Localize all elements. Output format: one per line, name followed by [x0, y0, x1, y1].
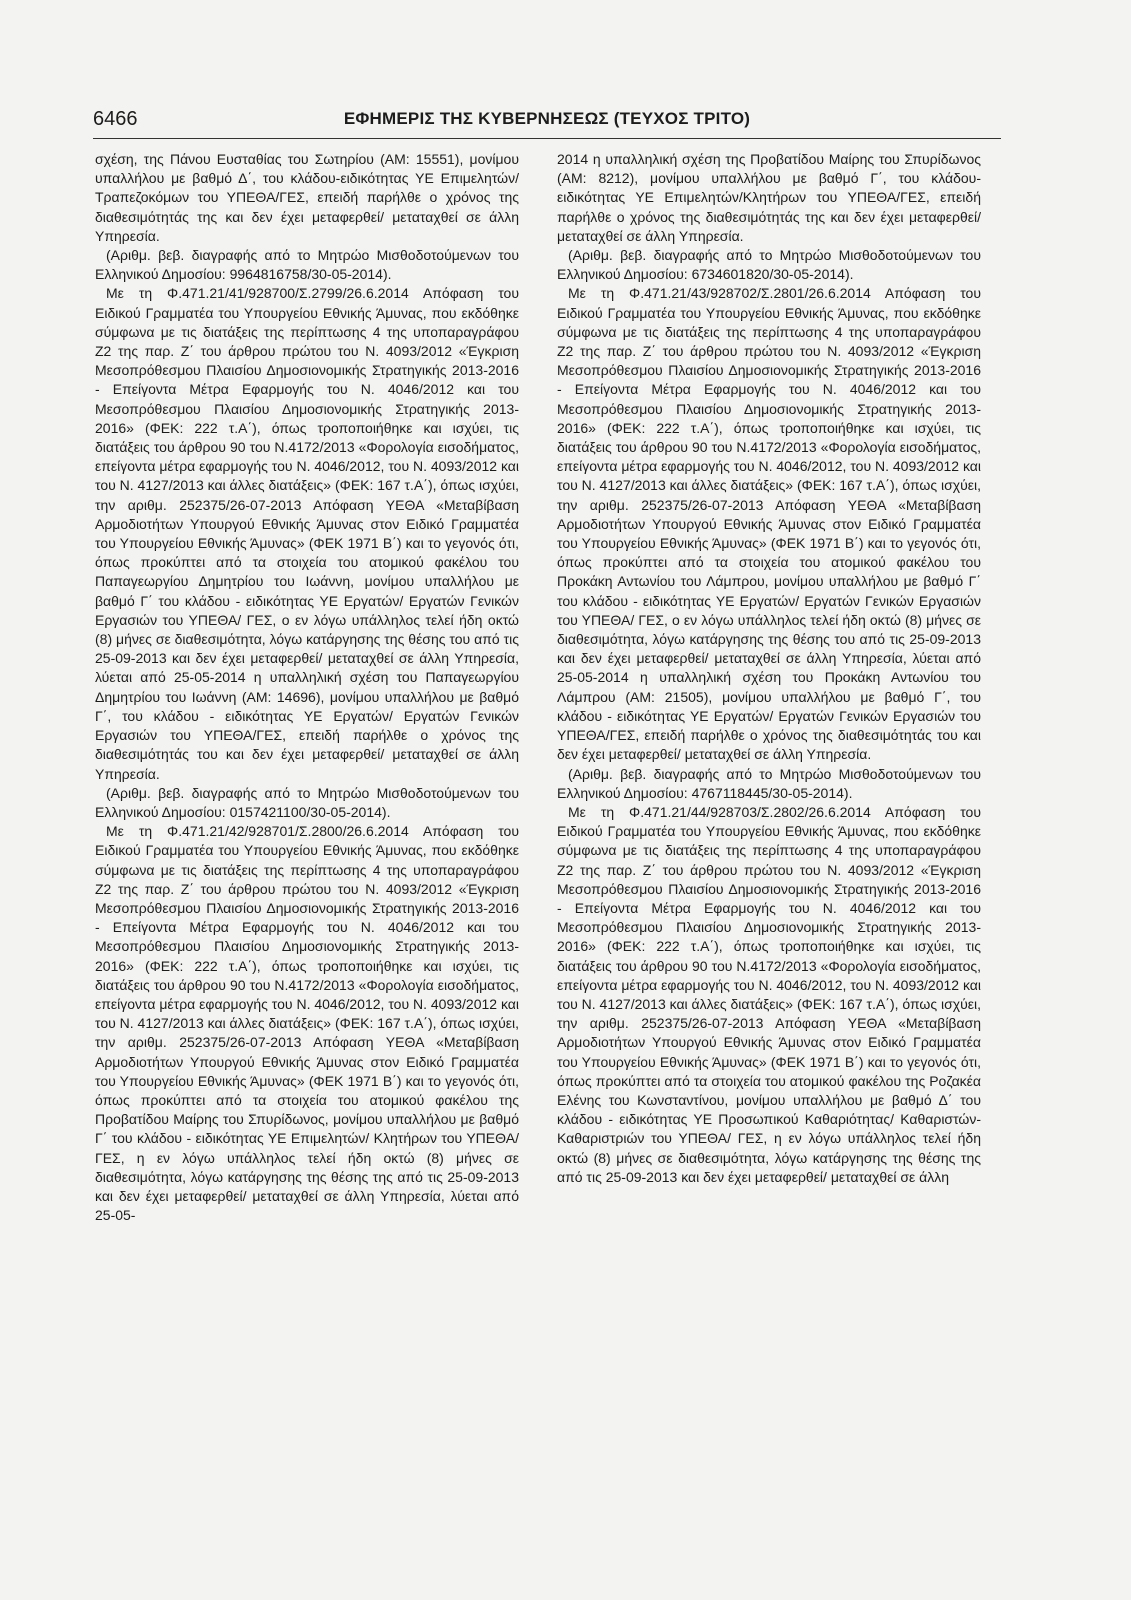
page-number: 6466 — [93, 108, 138, 130]
paragraph: 2014 η υπαλληλική σχέση της Προβατίδου Μαίρης του Σπυρίδωνος (ΑΜ: 8212), μονίμου υπαλλήλου με βαθμό Γ΄, του κλάδου-ειδικότητας ΥΕ Επιμελητών/Κλητήρων του ΥΠΕΘΑ/ΓΕΣ, επειδή παρήλθε ο χρόνος της διαθεσιμότητάς της και δεν έχει μεταφερθεί/ μεταταχθεί σε άλλη Υπηρεσία. — [557, 151, 981, 244]
journal-title: ΕΦΗΜΕΡΙΣ ΤΗΣ ΚΥΒΕΡΝΗΣΕΩΣ (ΤΕΥΧΟΣ ΤΡΙΤΟ) — [343, 109, 751, 128]
paragraph: Με τη Φ.471.21/43/928702/Σ.2801/26.6.2014 Απόφαση του Ειδικού Γραμματέα του Υπουργείου Εθνικής Άμυνας, που εκδόθηκε σύμφωνα με τις διατάξεις της περίπτωσης 4 της υποπαραγράφου Ζ2 της παρ. Ζ΄ του άρθρου πρώτου του Ν. 4093/2012 «Έγκριση Μεσοπρόθεσμου Πλαισίου Δημοσιονομικής Στρατηγικής 2013-2016 - Επείγοντα Μέτρα Εφαρμογής του Ν. 4046/2012 και του Μεσοπρόθεσμου Πλαισίου Δημοσιονομικής Στρατηγικής 2013-2016» (ΦΕΚ: 222 τ.Α΄), όπως τροποποιήθηκε και ισχύει, τις διατάξεις του άρθρου 90 του Ν.4172/2013 «Φορολογία εισοδήματος, επείγοντα μέτρα εφαρμογής του Ν. 4046/2012, του Ν. 4093/2012 και του Ν. 4127/2013 και άλλες διατάξεις» (ΦΕΚ: 167 τ.Α΄), όπως ισχύει, την αριθμ. 252375/26-07-2013 Απόφαση ΥΕΘΑ «Μεταβίβαση Αρμοδιοτήτων Υπουργού Εθνικής Άμυνας στον Ειδικό Γραμματέα του Υπουργείου Εθνικής Άμυνας» (ΦΕΚ 1971 Β΄) και το γεγονός ότι, όπως προκύπτει από τα στοιχεία του ατομικού φακέλου του Προκάκη Αντωνίου του Λάμπρου, μονίμου υπαλλήλου με βαθμό Γ΄ του κλάδου - ειδικότητας ΥΕ Εργατών/ Εργατών Γενικών Εργασιών του ΥΠΕΘΑ/ ΓΕΣ, ο εν λόγω υπάλληλος τελεί ήδη οκτώ (8) μήνες σε διαθεσιμότητα, λόγω κατάργησης της θέσης του από τις 25-09-2013 και δεν έχει μεταφερθεί/ μεταταχθεί σε άλλη Υπηρεσία, λύεται από 25-05-2014 η υπαλληλική σχέση του Προκάκη Αντωνίου του Λάμπρου (ΑΜ: 21505), μονίμου υπαλλήλου με βαθμό Γ΄, του κλάδου - ειδικότητας ΥΕ Εργατών/ Εργατών Γενικών Εργασιών του ΥΠΕΘΑ/ΓΕΣ, επειδή παρήλθε ο χρόνος της διαθεσιμότητάς του και δεν έχει μεταφερθεί/ μεταταχθεί σε άλλη Υπηρεσία. — [557, 285, 981, 763]
paragraph: Με τη Φ.471.21/41/928700/Σ.2799/26.6.2014 Απόφαση του Ειδικού Γραμματέα του Υπουργείου Εθνικής Άμυνας, που εκδόθηκε σύμφωνα με τις διατάξεις της περίπτωσης 4 της υποπαραγράφου Ζ2 της παρ. Ζ΄ του άρθρου πρώτου του Ν. 4093/2012 «Έγκριση Μεσοπρόθεσμου Πλαισίου Δημοσιονομικής Στρατηγικής 2013-2016 - Επείγοντα Μέτρα Εφαρμογής του Ν. 4046/2012 και του Μεσοπρόθεσμου Πλαισίου Δημοσιονομικής Στρατηγικής 2013-2016» (ΦΕΚ: 222 τ.Α΄), όπως τροποποιήθηκε και ισχύει, τις διατάξεις του άρθρου 90 του Ν.4172/2013 «Φορολογία εισοδήματος, επείγοντα μέτρα εφαρμογής του Ν. 4046/2012, του Ν. 4093/2012 και του Ν. 4127/2013 και άλλες διατάξεις» (ΦΕΚ: 167 τ.Α΄), όπως ισχύει, την αριθμ. 252375/26-07-2013 Απόφαση ΥΕΘΑ «Μεταβίβαση Αρμοδιοτήτων Υπουργού Εθνικής Άμυνας στον Ειδικό Γραμματέα του Υπουργείου Εθνικής Άμυνας» (ΦΕΚ 1971 Β΄) και το γεγονός ότι, όπως προκύπτει από τα στοιχεία του ατομικού φακέλου του Παπαγεωργίου Δημητρίου του Ιωάννη, μονίμου υπαλλήλου με βαθμό Γ΄ του κλάδου - ειδικότητας ΥΕ Εργατών/ Εργατών Γενικών Εργασιών του ΥΠΕΘΑ/ ΓΕΣ, ο εν λόγω υπάλληλος τελεί ήδη οκτώ (8) μήνες σε διαθεσιμότητα, λόγω κατάργησης της θέσης του από τις 25-09-2013 και δεν έχει μεταφερθεί/ μεταταχθεί σε άλλη Υπηρεσία, λύεται από 25-05-2014 η υπαλληλική σχέση του Παπαγεωργίου Δημητρίου του Ιωάννη (ΑΜ: 14696), μονίμου υπαλλήλου με βαθμό Γ΄, του κλάδου - ειδικότητας ΥΕ Εργατών/ Εργατών Γενικών Εργασιών του ΥΠΕΘΑ/ΓΕΣ, επειδή παρήλθε ο χρόνος της διαθεσιμότητάς του και δεν έχει μεταφερθεί/ μεταταχθεί σε άλλη Υπηρεσία. — [95, 285, 519, 782]
paragraph: (Αριθμ. βεβ. διαγραφής από το Μητρώο Μισθοδοτούμενων του Ελληνικού Δημοσίου: 9964816758/30-05-2014). — [95, 247, 519, 283]
paragraph: Με τη Φ.471.21/44/928703/Σ.2802/26.6.2014 Απόφαση του Ειδικού Γραμματέα του Υπουργείου Εθνικής Άμυνας, που εκδόθηκε σύμφωνα με τις διατάξεις της περίπτωσης 4 της υποπαραγράφου Ζ2 της παρ. Ζ΄ του άρθρου πρώτου του Ν. 4093/2012 «Έγκριση Μεσοπρόθεσμου Πλαισίου Δημοσιονομικής Στρατηγικής 2013-2016 - Επείγοντα Μέτρα Εφαρμογής του Ν. 4046/2012 και του Μεσοπρόθεσμου Πλαισίου Δημοσιονομικής Στρατηγικής 2013-2016» (ΦΕΚ: 222 τ.Α΄), όπως τροποποιήθηκε και ισχύει, τις διατάξεις του άρθρου 90 του Ν.4172/2013 «Φορολογία εισοδήματος, επείγοντα μέτρα εφαρμογής του Ν. 4046/2012, του Ν. 4093/2012 και του Ν. 4127/2013 και άλλες διατάξεις» (ΦΕΚ: 167 τ.Α΄), όπως ισχύει, την αριθμ. 252375/26-07-2013 Απόφαση ΥΕΘΑ «Μεταβίβαση Αρμοδιοτήτων Υπουργού Εθνικής Άμυνας στον Ειδικό Γραμματέα του Υπουργείου Εθνικής Άμυνας» (ΦΕΚ 1971 Β΄) και το γεγονός ότι, όπως προκύπτει από τα στοιχεία του ατομικού φακέλου της Ροζακέα Ελένης του Κωνσταντίνου, μονίμου υπαλλήλου με βαθμό Δ΄ του κλάδου - ειδικότητας ΥΕ Προσωπικού Καθαριότητας/ Καθαριστών-Καθαριστριών του ΥΠΕΘΑ/ ΓΕΣ, η εν λόγω υπάλληλος τελεί ήδη οκτώ (8) μήνες σε διαθεσιμότητα, λόγω κατάργησης της θέσης της από τις 25-09-2013 και δεν έχει μεταφερθεί/ μεταταχθεί σε άλλη — [557, 803, 981, 1185]
left-column — [95, 150, 519, 1225]
paragraph: (Αριθμ. βεβ. διαγραφής από το Μητρώο Μισθοδοτούμενων του Ελληνικού Δημοσίου: 6734601820/30-05-2014). — [557, 247, 981, 283]
paragraph: σχέση, της Πάνου Ευσταθίας του Σωτηρίου (ΑΜ: 15551), μονίμου υπαλλήλου με βαθμό Δ΄, του κλάδου-ειδικότητας ΥΕ Επιμελητών/ Τραπεζοκόμων του ΥΠΕΘΑ/ΓΕΣ, επειδή παρήλθε ο χρόνος της διαθεσιμότητάς της και δεν έχει μεταφερθεί/ μεταταχθεί σε άλλη Υπηρεσία. — [95, 151, 519, 244]
paragraph: Με τη Φ.471.21/42/928701/Σ.2800/26.6.2014 Απόφαση του Ειδικού Γραμματέα του Υπουργείου Εθνικής Άμυνας, που εκδόθηκε σύμφωνα με τις διατάξεις της περίπτωσης 4 της υποπαραγράφου Ζ2 της παρ. Ζ΄ του άρθρου πρώτου του Ν. 4093/2012 «Έγκριση Μεσοπρόθεσμου Πλαισίου Δημοσιονομικής Στρατηγικής 2013-2016 - Επείγοντα Μέτρα Εφαρμογής του Ν. 4046/2012 και του Μεσοπρόθεσμου Πλαισίου Δημοσιονομικής Στρατηγικής 2013-2016» (ΦΕΚ: 222 τ.Α΄), όπως τροποποιήθηκε και ισχύει, τις διατάξεις του άρθρου 90 του Ν.4172/2013 «Φορολογία εισοδήματος, επείγοντα μέτρα εφαρμογής του Ν. 4046/2012, του Ν. 4093/2012 και του Ν. 4127/2013 και άλλες διατάξεις» (ΦΕΚ: 167 τ.Α΄), όπως ισχύει, την αριθμ. 252375/26-07-2013 Απόφαση ΥΕΘΑ «Μεταβίβαση Αρμοδιοτήτων Υπουργού Εθνικής Άμυνας στον Ειδικό Γραμματέα του Υπουργείου Εθνικής Άμυνας» (ΦΕΚ 1971 Β΄) και το γεγονός ότι, όπως προκύπτει από τα στοιχεία του ατομικού φακέλου της Προβατίδου Μαίρης του Σπυρίδωνος, μονίμου υπαλλήλου με βαθμό Γ΄ του κλάδου - ειδικότητας ΥΕ Επιμελητών/ Κλητήρων του ΥΠΕΘΑ/ ΓΕΣ, η εν λόγω υπάλληλος τελεί ήδη οκτώ (8) μήνες σε διαθεσιμότητα, λόγω κατάργησης της θέσης της από τις 25-09-2013 και δεν έχει μεταφερθεί/ μεταταχθεί σε άλλη Υπηρεσία, λύεται από 25-05- — [95, 823, 519, 1224]
paragraph: (Αριθμ. βεβ. διαγραφής από το Μητρώο Μισθοδοτούμενων του Ελληνικού Δημοσίου: 0157421100/30-05-2014). — [95, 784, 519, 820]
paragraph: (Αριθμ. βεβ. διαγραφής από το Μητρώο Μισθοδοτούμενων του Ελληνικού Δημοσίου: 4767118445/30-05-2014). — [557, 765, 981, 801]
page-header — [93, 104, 1001, 139]
right-column — [557, 150, 981, 1187]
